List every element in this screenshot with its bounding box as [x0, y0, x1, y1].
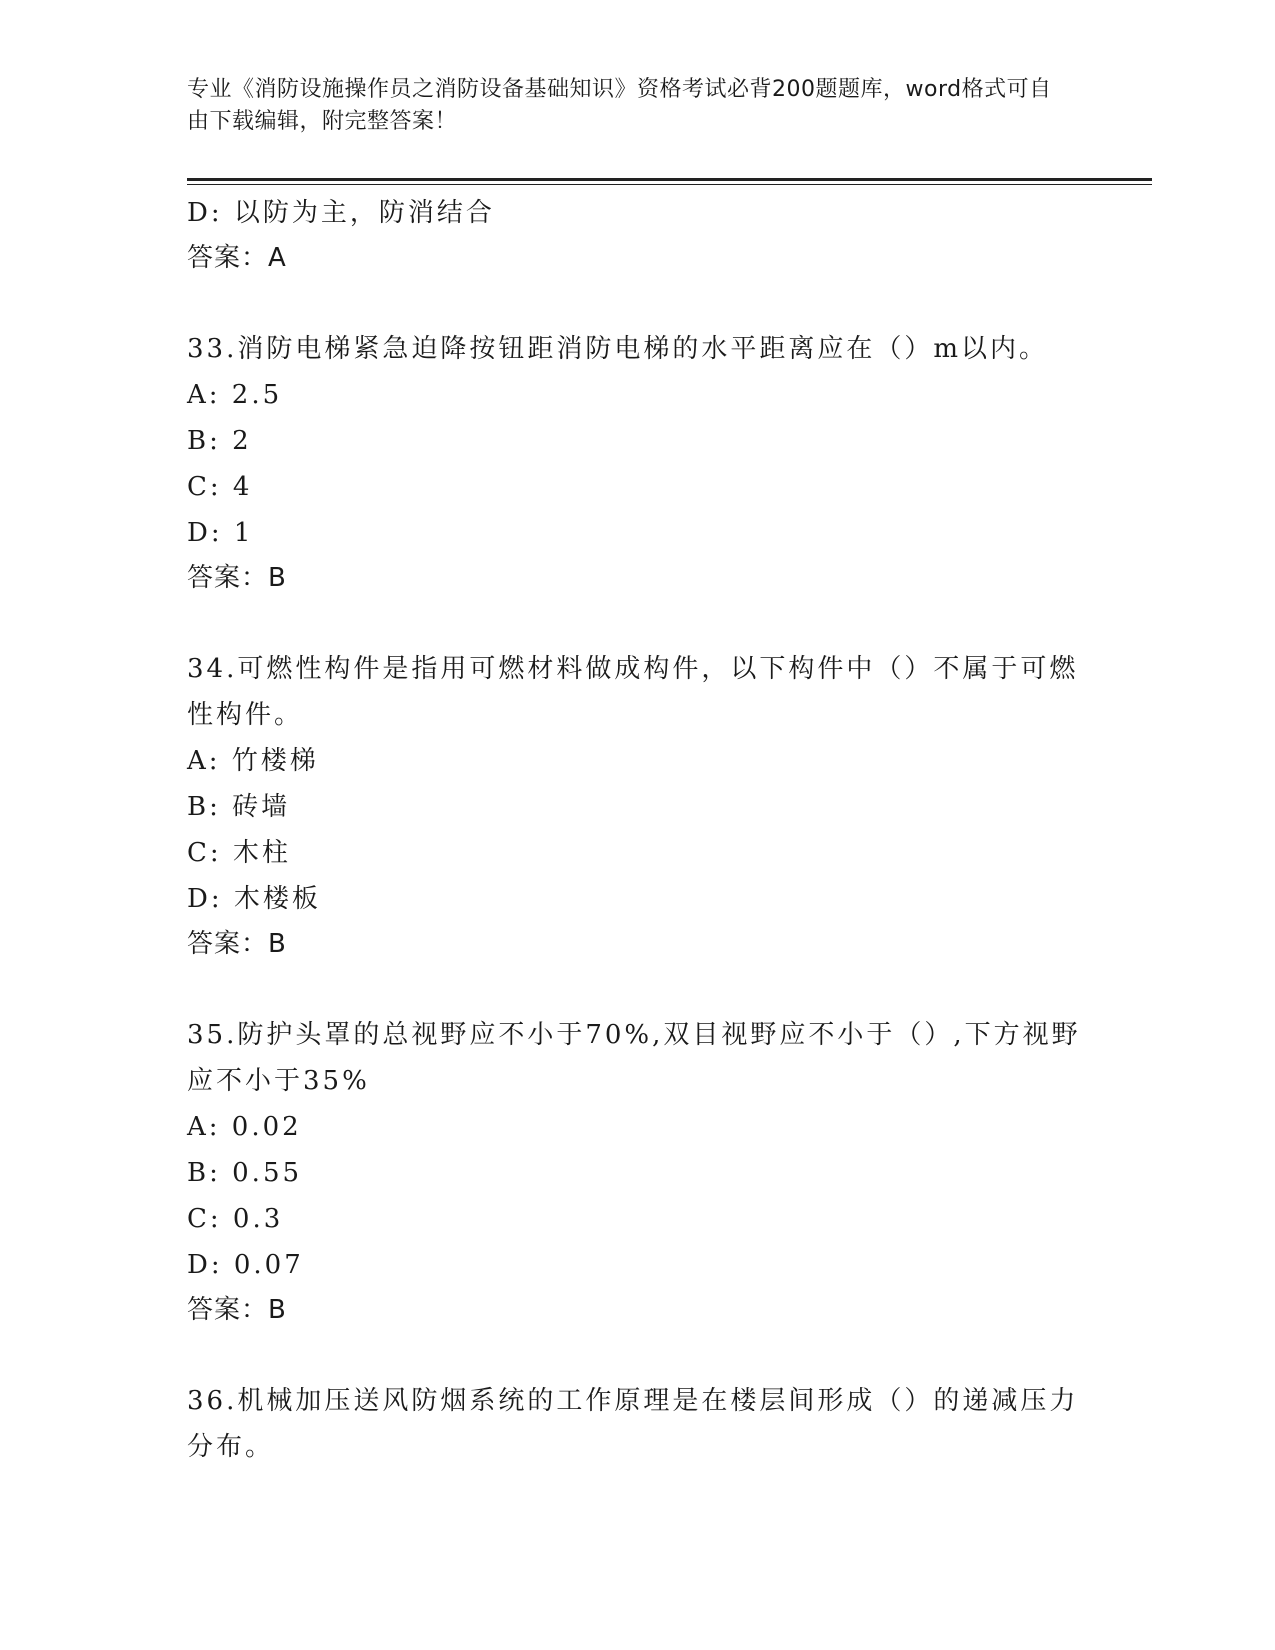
option-a: A: 0.02: [187, 1112, 302, 1142]
answer-line: 答案：B: [187, 929, 287, 959]
header-rule-thick: [187, 178, 1152, 181]
question-35: [187, 1012, 1087, 1332]
question-text: 34.可燃性构件是指用可燃材料做成构件，以下构件中（）不属于可燃性构件。: [187, 654, 1079, 730]
question-text: 35.防护头罩的总视野应不小于70%,双目视野应不小于（）,下方视野应不小于35%: [187, 1020, 1081, 1096]
option-d: D: 木楼板: [187, 884, 321, 914]
option-b: B: 2: [187, 426, 252, 456]
question-list: [187, 190, 1087, 1470]
option-a: A: 竹楼梯: [187, 746, 319, 776]
option-d: D: 0.07: [187, 1250, 304, 1280]
option-d: D: 以防为主，防消结合: [187, 198, 495, 228]
option-b: B: 0.55: [187, 1158, 303, 1188]
question-text: 36.机械加压送风防烟系统的工作原理是在楼层间形成（）的递减压力分布。: [187, 1386, 1079, 1462]
option-c: C: 4: [187, 472, 253, 502]
option-a: A: 2.5: [187, 380, 283, 410]
option-d: D: 1: [187, 518, 254, 548]
option-c: C: 木柱: [187, 838, 291, 868]
option-c: C: 0.3: [187, 1204, 284, 1234]
document-header: 专业《消防设施操作员之消防设备基础知识》资格考试必背200题题库，word格式可自由下载编辑，附完整答案！: [187, 77, 1052, 134]
answer-line: 答案：A: [187, 243, 287, 273]
answer-line: 答案：B: [187, 563, 287, 593]
answer-line: 答案：B: [187, 1295, 287, 1325]
question-text: 33.消防电梯紧急迫降按钮距消防电梯的水平距离应在（）m以内。: [187, 334, 1049, 364]
header-rule-thin: [187, 184, 1152, 185]
option-b: B: 砖墙: [187, 792, 291, 822]
question-33: [187, 326, 1087, 600]
question-34: [187, 646, 1087, 966]
question-36: [187, 1378, 1087, 1470]
